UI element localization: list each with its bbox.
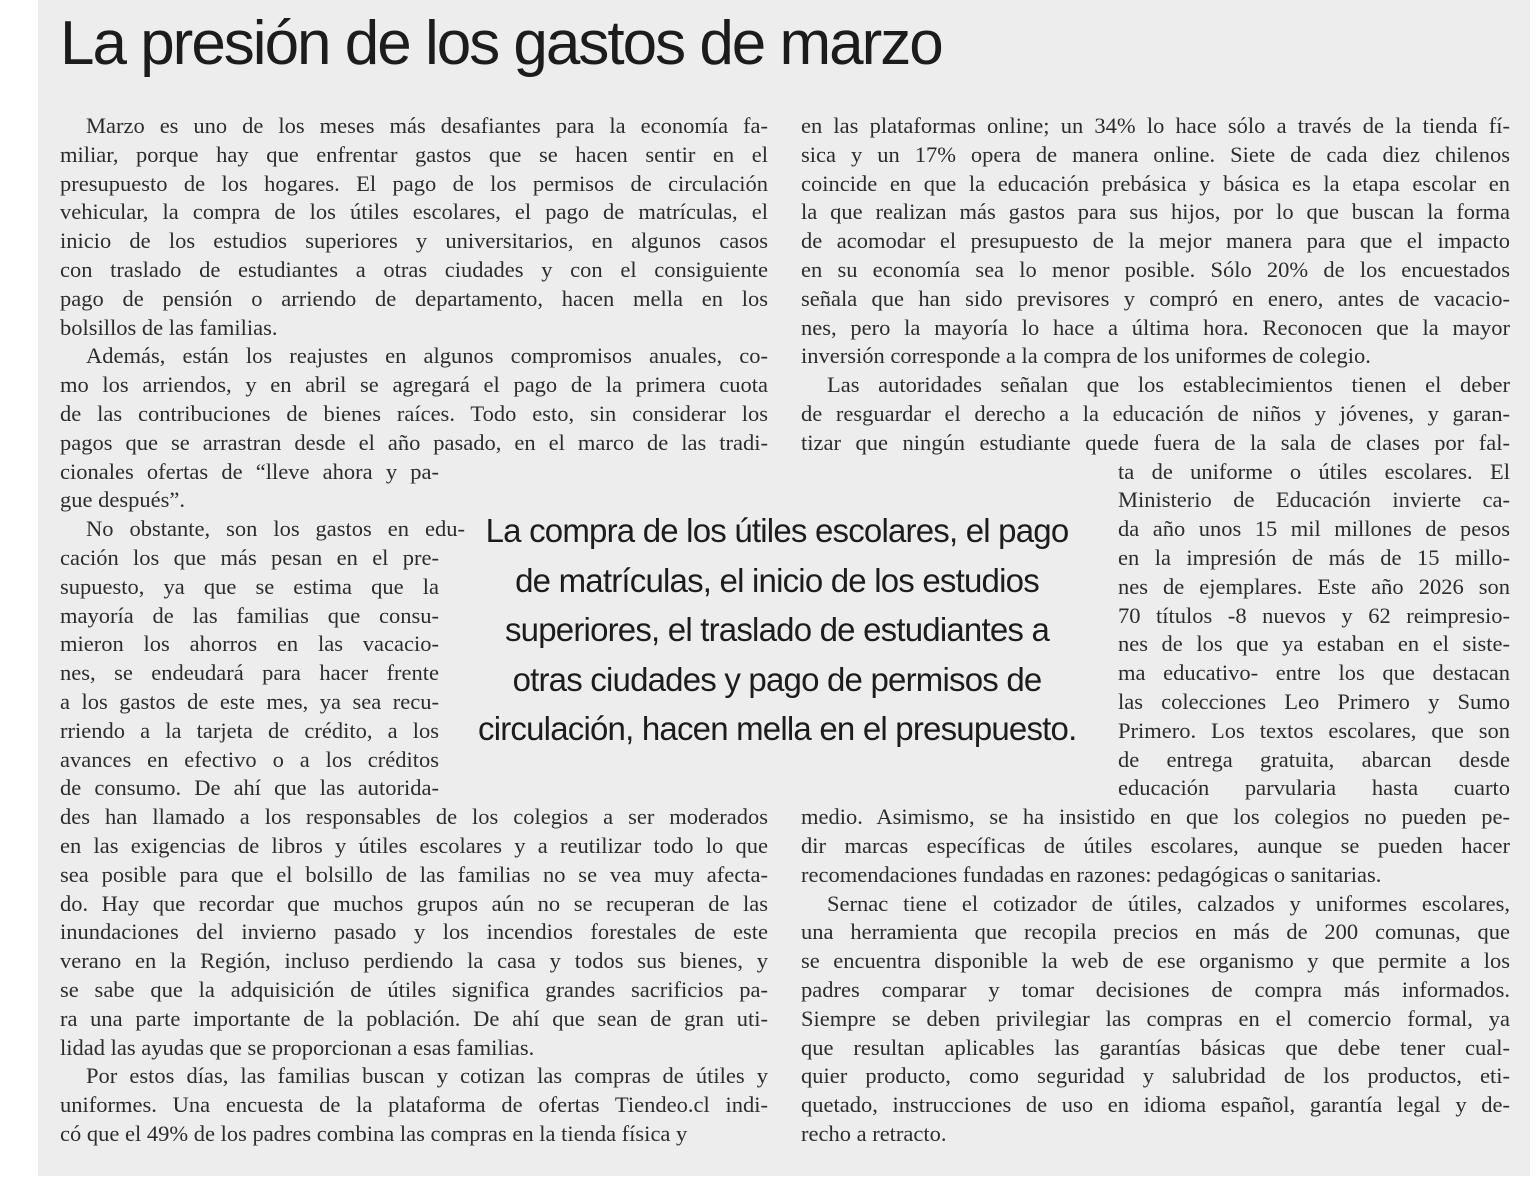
text-line: verano en la Región, incluso perdiendo la casa y todos sus bienes, y [60, 948, 768, 974]
text-line: recomendaciones fundadas en razones: pedagógicas o sanitarias. [801, 861, 1382, 887]
text-line: recho a retracto. [801, 1120, 947, 1146]
text-line: mieron los ahorros en las vacacio- [60, 631, 439, 657]
text-line: nes, se endeudará para hacer frente [60, 660, 439, 686]
text-line: coincide en que la educación prebásica y básica es la etapa escolar en [801, 170, 1510, 196]
text-line: uniformes. Una encuesta de la plataforma de ofertas Tiendeo.cl indi- [60, 1092, 768, 1118]
text-line: cación los que más pesan en el pre- [60, 544, 439, 570]
text-line: mo los arriendos, y en abril se agregará el pago de la primera cuota [60, 372, 768, 398]
text-line: Sernac tiene el cotizador de útiles, calzados y uniformes escolares, [827, 890, 1510, 916]
text-line: las colecciones Leo Primero y Sumo [1118, 688, 1510, 714]
pull-quote-line: de matrículas, el inicio de los estudios [515, 561, 1039, 599]
text-line: có que el 49% de los padres combina las compras en la tienda física y [60, 1120, 688, 1146]
text-line: ma educativo- entre los que destacan [1118, 660, 1510, 686]
text-line: la que realizan más gastos para sus hijos, por lo que buscan la forma [801, 199, 1510, 225]
text-line: Por estos días, las familias buscan y cotizan las compras de útiles y [86, 1063, 768, 1089]
text-line: Ministerio de Educación invierte ca- [1118, 487, 1510, 513]
text-line: inversión corresponde a la compra de los uniformes de colegio. [801, 343, 1371, 369]
text-line: miliar, porque hay que enfrentar gastos que se hacen sentir en el [60, 141, 768, 167]
text-line: sica y un 17% opera de manera online. Siete de cada diez chilenos [801, 141, 1510, 167]
text-line: Las autoridades señalan que los establecimientos tienen el deber [827, 372, 1510, 398]
text-line: Además, están los reajustes en algunos compromisos anuales, co- [86, 343, 768, 369]
text-line: en las exigencias de libros y útiles escolares y a reutilizar todo lo que [60, 832, 768, 858]
text-line: lidad las ayudas que se proporcionan a esas familias. [60, 1034, 535, 1060]
text-line: pago de pensión o arriendo de departamento, hacen mella en los [60, 285, 768, 311]
text-line: da año unos 15 mil millones de pesos [1118, 516, 1510, 542]
text-line: quetado, instrucciones de uso en idioma español, garantía legal y de- [801, 1092, 1510, 1118]
text-line: vehicular, la compra de los útiles escolares, el pago de matrículas, el [60, 199, 768, 225]
text-line: rriendo a la tarjeta de crédito, a los [60, 717, 439, 743]
text-line: de consumo. De ahí que las autorida- [60, 775, 439, 801]
text-line: medio. Asimismo, se ha insistido en que los colegios no pueden pe- [801, 804, 1510, 830]
text-line: Siempre se deben privilegiar las compras en el comercio formal, ya [801, 1005, 1510, 1031]
headline: La presión de los gastos de marzo [60, 9, 942, 78]
pull-quote-line: La compra de los útiles escolares, el pago [485, 512, 1069, 549]
text-line: tizar que ningún estudiante quede fuera de la sala de clases por fal- [801, 429, 1510, 455]
text-line: bolsillos de las familias. [60, 314, 278, 340]
text-line: des han llamado a los responsables de los colegios a ser moderados [60, 804, 768, 830]
text-line: gue después”. [60, 487, 185, 513]
text-line: sea posible para que el bolsillo de las familias no se vea muy afecta- [60, 861, 768, 887]
pull-quote-line: circulación, hacen mella en el presupuesto. [478, 710, 1077, 747]
text-line: do. Hay que recordar que muchos grupos aún no se recuperan de las [60, 890, 768, 916]
text-line: de acomodar el presupuesto de la mejor manera para que el impacto [801, 228, 1510, 254]
text-line: de entrega gratuita, abarcan desde [1118, 746, 1510, 772]
pull-quote-line: otras ciudades y pago de permisos de [512, 660, 1042, 698]
text-line: a los gastos de este mes, ya sea recu- [60, 688, 439, 714]
text-line: presupuesto de los hogares. El pago de los permisos de circulación [60, 170, 768, 196]
text-line: en su economía sea lo menor posible. Sólo 20% de los encuestados [801, 256, 1510, 282]
text-line: con traslado de estudiantes a otras ciudades y con el consiguiente [60, 256, 768, 282]
pull-quote [478, 506, 1076, 754]
text-line: No obstante, son los gastos en edu- [86, 516, 465, 542]
text-line: pagos que se arrastran desde el año pasado, en el marco de las tradi- [60, 429, 768, 455]
text-line: se sabe que la adquisición de útiles significa grandes sacrificios pa- [60, 976, 768, 1002]
text-line: inundaciones del invierno pasado y los incendios forestales de este [60, 919, 768, 945]
text-line: educación parvularia hasta cuarto [1118, 775, 1510, 801]
text-line: cionales ofertas de “lleve ahora y pa- [60, 458, 439, 484]
text-line: Primero. Los textos escolares, que son [1118, 717, 1510, 743]
text-line: nes de ejemplares. Este año 2026 son [1118, 573, 1510, 599]
text-line: se encuentra disponible la web de ese organismo y que permite a los [801, 948, 1510, 974]
text-line: en las plataformas online; un 34% lo hace sólo a través de la tienda fí- [801, 113, 1510, 138]
text-line: una herramienta que recopila precios en más de 200 comunas, que [801, 919, 1510, 945]
text-line: en la impresión de más de 15 millo- [1118, 544, 1510, 570]
text-line: ta de uniforme o útiles escolares. El [1118, 458, 1510, 484]
text-line: nes, pero la mayoría lo hace a última hora. Reconocen que la mayor [801, 314, 1510, 340]
text-line: nes de los que ya estaban en el siste- [1118, 631, 1510, 657]
text-line: señala que han sido previsores y compró en enero, antes de vacacio- [801, 285, 1510, 311]
text-line: 70 títulos -8 nuevos y 62 reimpresio- [1118, 602, 1510, 628]
text-line: quier producto, como seguridad y salubridad de los productos, eti- [801, 1063, 1510, 1089]
text-line: que resultan aplicables las garantías básicas que debe tener cual- [801, 1034, 1510, 1060]
text-line: supuesto, ya que se estima que la [60, 573, 439, 599]
text-line: de resguardar el derecho a la educación de niños y jóvenes, y garan- [801, 400, 1510, 426]
text-line: padres comparar y tomar decisiones de compra más informados. [801, 976, 1510, 1002]
pull-quote-line: superiores, el traslado de estudiantes a [504, 611, 1050, 648]
text-line: inicio de los estudios superiores y universitarios, en algunos casos [60, 228, 768, 254]
text-line: de las contribuciones de bienes raíces. Todo esto, sin considerar los [60, 400, 768, 426]
text-line: ra una parte importante de la población. De ahí que sean de gran uti- [60, 1005, 768, 1031]
text-line: mayoría de las familias que consu- [60, 602, 439, 628]
text-line: avances en efectivo o a los créditos [60, 746, 439, 772]
text-line: Marzo es uno de los meses más desafiantes para la economía fa- [86, 113, 768, 138]
text-line: dir marcas específicas de útiles escolares, aunque se pueden hacer [801, 832, 1510, 858]
